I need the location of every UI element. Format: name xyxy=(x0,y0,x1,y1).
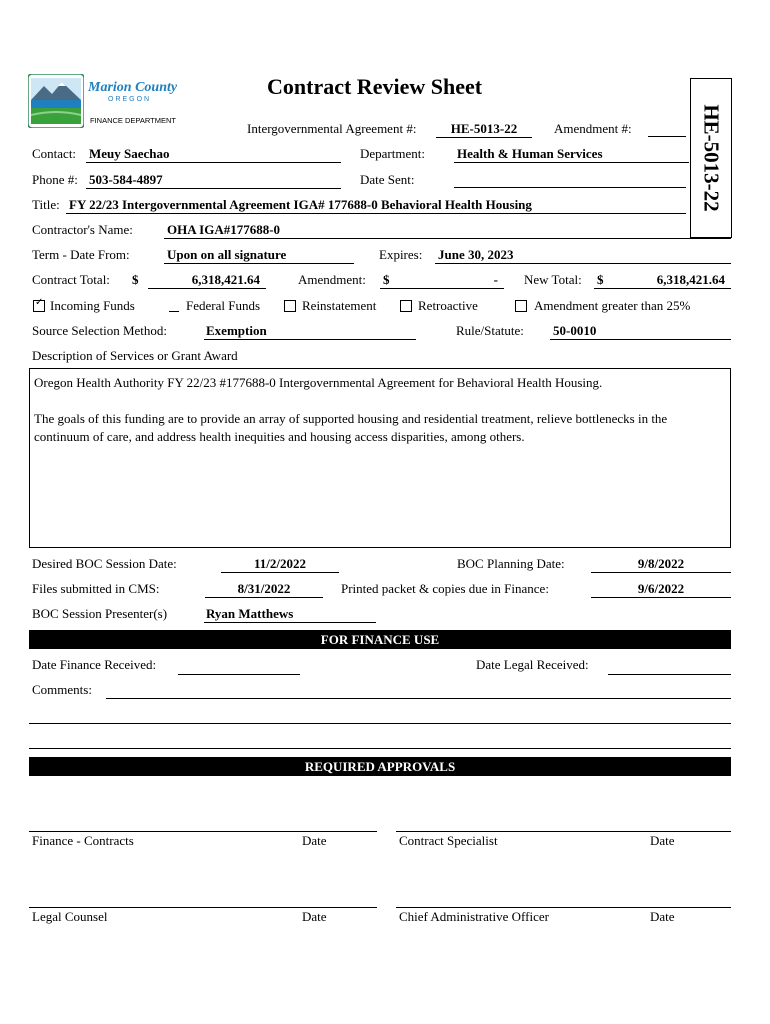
description-label: Description of Services or Grant Award xyxy=(32,348,238,363)
new-total-label: New Total: xyxy=(524,272,582,287)
contractor-label: Contractor's Name: xyxy=(32,222,133,237)
date-legal-received-field[interactable] xyxy=(608,674,731,675)
department-field[interactable]: Health & Human Services xyxy=(454,146,689,163)
landscape-logo-icon xyxy=(28,74,84,128)
department-label: Department: xyxy=(360,146,425,161)
checkbox-label-reinstatement: Reinstatement xyxy=(302,298,377,313)
logo-county-name: Marion County xyxy=(88,80,178,95)
contract-specialist-date-label: Date xyxy=(650,833,675,848)
cao-signature-line[interactable] xyxy=(396,907,731,908)
title-field[interactable]: FY 22/23 Intergovernmental Agreement IGA# 177688-0 Behavioral Health Housing xyxy=(66,197,686,214)
cao-date-label: Date xyxy=(650,909,675,924)
checkbox-federal-funds[interactable] xyxy=(169,300,179,312)
contract-specialist-signature-line[interactable] xyxy=(396,831,731,832)
marion-county-logo xyxy=(28,74,183,130)
required-approvals-header: REQUIRED APPROVALS xyxy=(29,757,731,776)
finance-contracts-signature-line[interactable] xyxy=(29,831,377,832)
contact-label: Contact: xyxy=(32,146,77,161)
checkbox-incoming-funds[interactable] xyxy=(33,297,45,312)
legal-counsel-signature-line[interactable] xyxy=(29,907,377,908)
check-icon: ✓ xyxy=(35,297,44,308)
term-from-field[interactable]: Upon on all signature xyxy=(164,247,354,264)
amendment-amount-label: Amendment: xyxy=(298,272,366,287)
checkbox-label-federal-funds: Federal Funds xyxy=(186,298,261,313)
side-id-text: HE-5013-22 xyxy=(699,104,724,212)
page-title: Contract Review Sheet xyxy=(267,74,483,99)
expires-label: Expires: xyxy=(379,247,423,262)
boc-planning-label: BOC Planning Date: xyxy=(457,556,565,571)
checkbox-label-retroactive: Retroactive xyxy=(418,298,478,313)
phone-field[interactable]: 503-584-4897 xyxy=(86,172,341,189)
finance-contracts-label: Finance - Contracts xyxy=(32,833,134,848)
packet-due-field[interactable]: 9/6/2022 xyxy=(591,581,731,598)
finance-use-header: FOR FINANCE USE xyxy=(29,630,731,649)
comments-label: Comments: xyxy=(32,682,92,697)
boc-presenter-label: BOC Session Presenter(s) xyxy=(32,606,168,621)
date-sent-label: Date Sent: xyxy=(360,172,415,187)
boc-session-field[interactable]: 11/2/2022 xyxy=(221,556,339,573)
boc-presenter-field[interactable]: Ryan Matthews xyxy=(204,606,376,623)
boc-session-label: Desired BOC Session Date: xyxy=(32,556,177,571)
date-finance-received-label: Date Finance Received: xyxy=(32,657,157,672)
boc-planning-field[interactable]: 9/8/2022 xyxy=(591,556,731,573)
logo-state: OREGON xyxy=(108,96,152,103)
contact-field[interactable]: Meuy Saechao xyxy=(86,146,341,163)
logo-department: FINANCE DEPARTMENT xyxy=(90,116,176,125)
comments-line-2[interactable] xyxy=(29,723,731,724)
legal-counsel-date-label: Date xyxy=(302,909,327,924)
cao-label: Chief Administrative Officer xyxy=(399,909,549,924)
checkbox-retroactive[interactable] xyxy=(400,300,412,312)
new-total-field[interactable]: 6,318,421.64 xyxy=(594,272,731,289)
source-selection-label: Source Selection Method: xyxy=(32,323,168,338)
description-paragraph-2: The goals of this funding are to provide an array of supported housing and residential treatment, relieve bottlenecks in the continuum of care, and address health inequities and housing access disparities, among others. xyxy=(34,411,668,444)
checkbox-reinstatement[interactable] xyxy=(284,300,296,312)
agreement-number[interactable]: HE-5013-22 xyxy=(436,121,532,138)
new-total-currency: $ xyxy=(597,272,604,287)
comments-line-3[interactable] xyxy=(29,748,731,749)
phone-label: Phone #: xyxy=(32,172,78,187)
date-sent-field[interactable] xyxy=(454,172,686,188)
contractor-field[interactable]: OHA IGA#177688-0 xyxy=(164,222,731,239)
comments-line-1[interactable] xyxy=(106,698,731,699)
amendment-amount-currency: $ xyxy=(383,272,390,287)
contract-total-label: Contract Total: xyxy=(32,272,110,287)
checkbox-label-incoming-funds: Incoming Funds xyxy=(50,298,135,313)
checkbox-amendment-25[interactable] xyxy=(515,300,527,312)
finance-contracts-date-label: Date xyxy=(302,833,327,848)
contract-total-field[interactable]: 6,318,421.64 xyxy=(148,272,266,289)
rule-statute-label: Rule/Statute: xyxy=(456,323,524,338)
title-label: Title: xyxy=(32,197,60,212)
contract-total-currency: $ xyxy=(132,272,139,287)
description-paragraph-1: Oregon Health Authority FY 22/23 #177688-0 Intergovernmental Agreement for Behavioral Health Housing. xyxy=(34,375,603,390)
date-finance-received-field[interactable] xyxy=(178,674,300,675)
amendment-amount-field[interactable]: - xyxy=(380,272,504,289)
expires-field[interactable]: June 30, 2023 xyxy=(435,247,731,264)
description-textarea[interactable] xyxy=(29,368,731,548)
side-id-box xyxy=(690,78,732,238)
checkbox-label-amendment-25: Amendment greater than 25% xyxy=(534,298,691,313)
contract-specialist-label: Contract Specialist xyxy=(399,833,498,848)
amendment-number-label: Amendment #: xyxy=(554,121,632,136)
agreement-label: Intergovernmental Agreement #: xyxy=(247,121,417,136)
date-legal-received-label: Date Legal Received: xyxy=(476,657,589,672)
amendment-number-field[interactable] xyxy=(648,121,686,137)
packet-due-label: Printed packet & copies due in Finance: xyxy=(341,581,549,596)
term-label: Term - Date From: xyxy=(32,247,130,262)
rule-statute-field[interactable]: 50-0010 xyxy=(550,323,731,340)
legal-counsel-label: Legal Counsel xyxy=(32,909,108,924)
source-selection-field[interactable]: Exemption xyxy=(204,323,416,340)
files-cms-label: Files submitted in CMS: xyxy=(32,581,160,596)
files-cms-field[interactable]: 8/31/2022 xyxy=(205,581,323,598)
